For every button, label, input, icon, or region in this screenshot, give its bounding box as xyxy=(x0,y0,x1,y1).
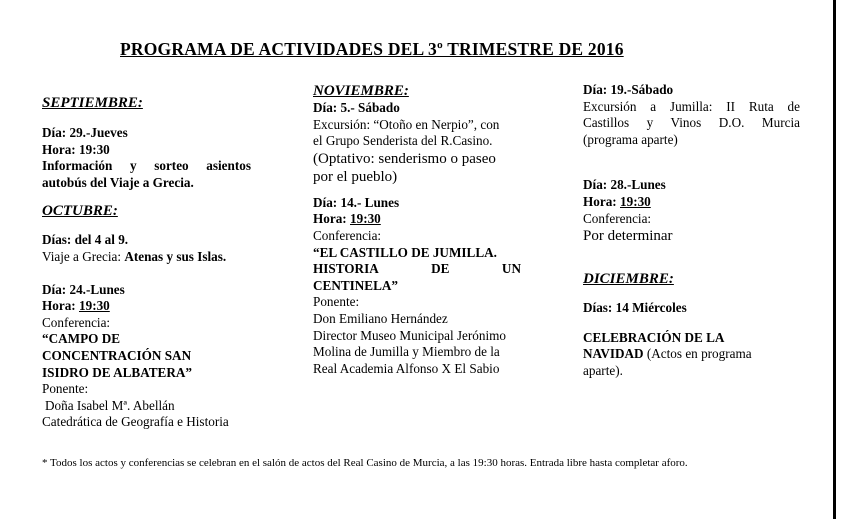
oct-type: Conferencia: xyxy=(42,314,111,330)
nov-speaker: Don Emiliano Hernández xyxy=(313,310,448,326)
month-septiembre: SEPTIEMBRE: xyxy=(42,95,143,111)
dic-event-line1: CELEBRACIÓN DE LA xyxy=(583,329,725,345)
sep-time: Hora: 19:30 xyxy=(42,141,110,157)
nov-day2: Día: 14.- Lunes xyxy=(313,194,400,210)
month-octubre: OCTUBRE: xyxy=(42,203,118,220)
nov-speaker-label: Ponente: xyxy=(313,294,360,310)
nov2-exc-line2: Castillos y Vinos D.O. Murcia xyxy=(583,115,800,131)
column-2 xyxy=(313,82,521,377)
page-title: PROGRAMA DE ACTIVIDADES DEL 3º TRIMESTRE DE 2016 xyxy=(120,39,624,59)
nov-type: Conferencia: xyxy=(313,227,382,243)
month-noviembre: NOVIEMBRE: xyxy=(313,83,409,99)
nov-day: Día: 5.- Sábado xyxy=(313,100,400,115)
oct-days: Días: del 4 al 9. xyxy=(42,232,129,248)
oct-conf-line1: “CAMPO DE xyxy=(42,331,121,347)
nov2-exc-line3: (programa aparte) xyxy=(583,131,678,147)
sep-desc-line1: Información y sorteo asientos xyxy=(42,158,251,174)
nov-exc-line2: el Grupo Senderista del R.Casino. xyxy=(313,133,493,149)
page-edge-line xyxy=(833,0,836,519)
sep-desc-line2: autobús del Viaje a Grecia. xyxy=(42,174,194,190)
dic-event-line3: aparte). xyxy=(583,362,623,378)
month-diciembre: DICIEMBRE: xyxy=(583,271,674,288)
oct-time: Hora: 19:30 xyxy=(42,298,110,314)
nov-conf-line2: HISTORIA DE UN xyxy=(313,261,521,277)
nov2-tbd: Por determinar xyxy=(583,228,673,245)
nov-opt-line2: por el pueblo) xyxy=(313,168,398,185)
nov-bio-line1: Director Museo Municipal Jerónimo xyxy=(313,327,507,343)
footnote: * Todos los actos y conferencias se celebran en el salón de actos del Real Casino de Murcia, a las 19:30 horas. Entrada libre hasta completar aforo. xyxy=(42,457,688,469)
oct-speaker: Doña Isabel Mª. Abellán xyxy=(45,397,175,413)
column-3 xyxy=(583,82,800,380)
oct-trip: Viaje a Grecia: Atenas y sus Islas. xyxy=(42,248,227,264)
nov2-time: Hora: 19:30 xyxy=(583,193,651,209)
nov-time: Hora: 19:30 xyxy=(313,211,381,227)
nov-conf-line3: CENTINELA” xyxy=(313,277,399,293)
oct-day2: Día: 24.-Lunes xyxy=(42,281,125,297)
oct-conf-line3: ISIDRO DE ALBATERA” xyxy=(42,364,192,380)
dic-day: Días: 14 Miércoles xyxy=(583,300,687,316)
nov-exc-line1: Excursión: “Otoño en Nerpio”, con xyxy=(313,116,500,132)
nov-conf-line1: “EL CASTILLO DE JUMILLA. xyxy=(313,244,497,260)
oct-speaker-label: Ponente: xyxy=(42,381,89,397)
nov-bio-line3: Real Academia Alfonso X El Sabio xyxy=(313,360,500,376)
nov-bio-line2: Molina de Jumilla y Miembro de la xyxy=(313,344,500,360)
nov2-day2: Día: 28.-Lunes xyxy=(583,177,666,193)
oct-conf-line2: CONCENTRACIÓN SAN xyxy=(42,347,192,363)
nov2-type: Conferencia: xyxy=(583,210,652,226)
column-1 xyxy=(42,94,251,431)
sep-day: Día: 29.-Jueves xyxy=(42,125,128,140)
oct-speaker-title: Catedrática de Geografía e Historia xyxy=(42,414,229,430)
nov-opt-line1: (Optativo: senderismo o paseo xyxy=(313,150,496,167)
nov2-day: Día: 19.-Sábado xyxy=(583,82,674,97)
nov2-exc-line1: Excursión a Jumilla: II Ruta de xyxy=(583,98,800,114)
dic-event-line2: NAVIDAD (Actos en programa xyxy=(583,346,752,362)
